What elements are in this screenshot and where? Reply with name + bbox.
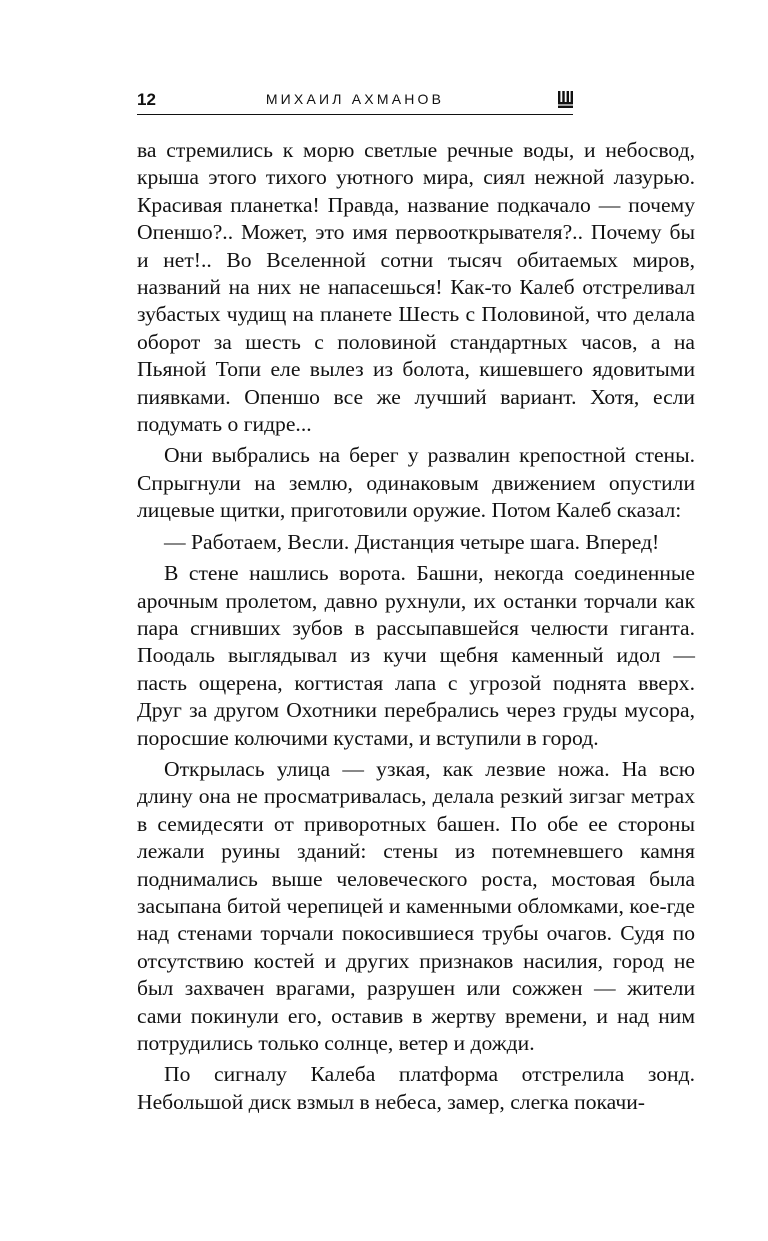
publisher-logo-icon <box>558 91 573 108</box>
body-text <box>137 137 695 1120</box>
paragraph: По сигналу Калеба платформа отстрелила зонд. Небольшой диск взмыл в небеса, замер, слегка покачи- <box>137 1062 695 1114</box>
paragraph: В стене нашлись ворота. Башни, некогда соединенные арочным пролетом, давно рухнули, их останки торчали как пара сгнивших зубов в рассыпавшейся челюсти гиганта. Поодаль выглядывал из кучи щебня каменный идол — пасть ощерена, когтистая лапа с угрозой поднята вверх. Друг за другом Охотники перебрались через груды мусора, поросшие колючими кустами, и вступили в город. <box>137 561 695 750</box>
page-number: 12 <box>137 90 156 109</box>
dialogue-line: — Работаем, Весли. Дистанция четыре шага. Вперед! <box>164 529 660 554</box>
paragraph: ва стремились к морю светлые речные воды, и небосвод, крыша этого тихого уютного мира, сиял нежной лазурью. Красивая планетка! Правда, название подкачало — почему Опеншо?.. Может, это имя первооткрывателя?.. Почему бы и нет!.. Во Вселенной сотни тысяч обитаемых миров, названий на них не напасешься! Как-то Калеб отстреливал зубастых чудищ на планете Шесть с Половиной, что делала оборот за шесть с половиной стандартных часов, а на Пьяной Топи еле вылез из болота, кишевшего ядовитыми пиявками. Опеншо все же лучший вариант. Хотя, если подумать о гидре... <box>137 138 695 437</box>
running-head-author: МИХАИЛ АХМАНОВ <box>265 91 445 107</box>
paragraph: Они выбрались на берег у развалин крепостной стены. Спрыгнули на землю, одинаковым движением опустили лицевые щитки, приготовили оружие. Потом Калеб сказал: <box>137 443 695 523</box>
paragraph: Открылась улица — узкая, как лезвие ножа. На всю длину она не просматривалась, делала резкий зигзаг метрах в семидесяти от приворотных башен. По обе ее стороны лежали руины зданий: стены из потемневшего камня поднимались выше человеческого роста, мостовая была засыпана битой черепицей и каменными обломками, кое-где над стенами торчали покосившиеся трубы очагов. Судя по отсутствию костей и других признаков насилия, город не был захвачен врагами, разрушен или сожжен — жители сами покинули его, оставив в жертву времени, и над ним потрудились только солнце, ветер и дожди. <box>137 756 695 1055</box>
page-header <box>137 88 573 115</box>
